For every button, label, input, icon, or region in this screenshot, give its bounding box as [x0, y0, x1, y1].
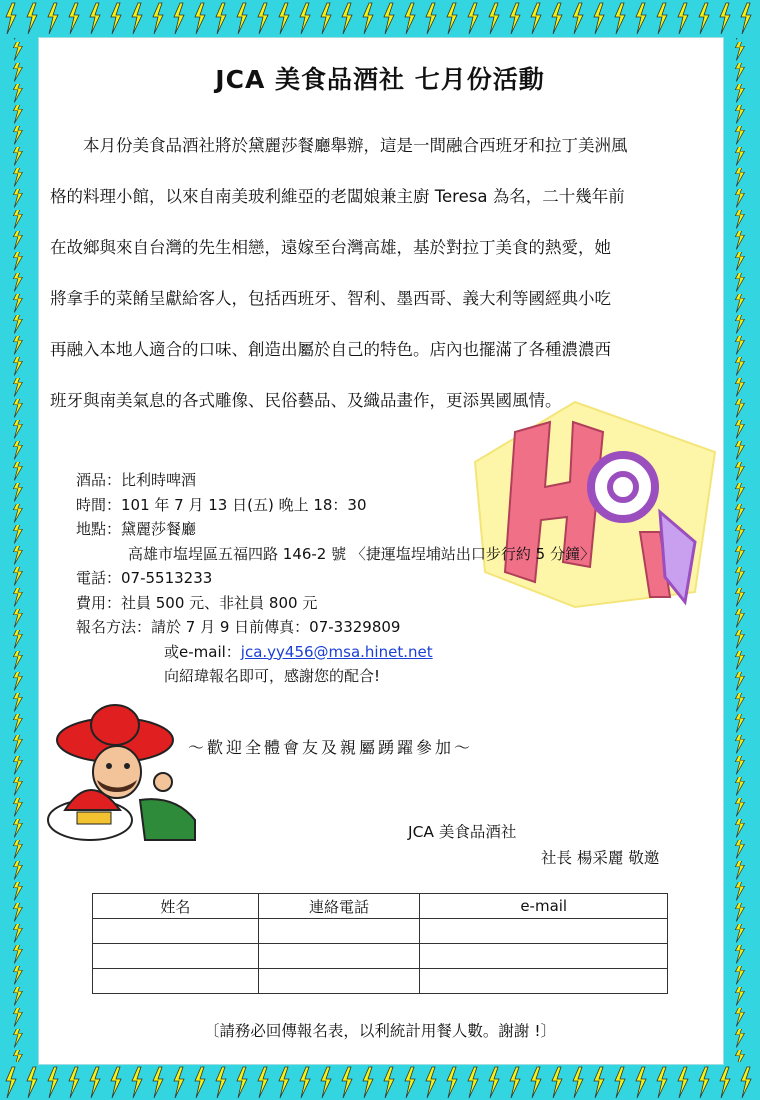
paragraph-line: 格的料理小館，以來自南美玻利維亞的老闆娘兼主廚 Teresa 為名，二十幾年前 — [50, 187, 625, 206]
email-link[interactable]: jca.yy456@msa.hinet.net — [240, 642, 433, 661]
table-row — [93, 919, 668, 944]
table-row — [93, 969, 668, 994]
time-line: 時間：101 年 7 月 13 日(五) 晚上 18：30 — [76, 495, 367, 514]
fee-line: 費用：社員 500 元、非社員 800 元 — [76, 593, 318, 612]
phone-cell[interactable] — [258, 969, 420, 994]
signup-line: 報名方法：請於 7 月 9 日前傳真：07-3329809 — [76, 618, 401, 636]
email-cell[interactable] — [420, 969, 668, 994]
phone-cell[interactable] — [258, 919, 420, 944]
chef-clipart — [45, 700, 205, 850]
place-line: 地點：黛麗莎餐廳 — [76, 520, 197, 538]
email-prefix: 或e-mail： — [164, 642, 241, 661]
phone-cell[interactable] — [258, 944, 420, 969]
header-email: e-mail — [420, 894, 668, 919]
paragraph-line: 將拿手的菜餚呈獻給客人，包括西班牙、智利、墨西哥、義大利等國經典小吃 — [50, 289, 611, 308]
signup-note: 向紹瑋報名即可，感謝您的配合! — [164, 667, 381, 685]
wine-line: 酒品：比利時啤酒 — [76, 471, 197, 489]
paragraph-line: 再融入本地人適合的口味、創造出屬於自己的特色。店內也擺滿了各種濃濃西 — [50, 340, 611, 359]
paragraph-line: 本月份美食品酒社將於黛麗莎餐廳舉辦，這是一間融合西班牙和拉丁美洲風 — [50, 136, 628, 155]
welcome-message: ～歡迎全體會友及親屬踴躍參加～ — [188, 738, 474, 757]
address-line: 高雄市塩埕區五福四路 146-2 號 〈捷運塩埕埔站出口步行約 5 分鐘〉 — [128, 544, 595, 563]
table-header-row — [93, 894, 668, 919]
email-cell[interactable] — [420, 944, 668, 969]
paragraph-line: 班牙與南美氣息的各式雕像、民俗藝品、及織品畫作，更添異國風情。 — [50, 391, 562, 410]
signup-form-table — [92, 893, 668, 994]
header-name: 姓名 — [93, 894, 259, 919]
organization-name: JCA 美食品酒社 — [408, 823, 517, 841]
email-line — [76, 640, 595, 665]
page-title: JCA 美食品酒社 七月份活動 — [215, 65, 545, 94]
name-cell[interactable] — [93, 919, 259, 944]
email-cell[interactable] — [420, 919, 668, 944]
signature: 社長 楊采麗 敬邀 — [541, 849, 660, 867]
name-cell[interactable] — [93, 969, 259, 994]
name-cell[interactable] — [93, 944, 259, 969]
paragraph-line: 在故鄉與來自台灣的先生相戀，遠嫁至台灣高雄，基於對拉丁美食的熱愛，她 — [50, 238, 611, 257]
intro-paragraph — [50, 128, 715, 434]
footer-note: 〔請務必回傳報名表，以利統計用餐人數。謝謝 !〕 — [203, 1022, 557, 1040]
phone-line: 電話：07-5513233 — [76, 569, 213, 587]
table-row — [93, 944, 668, 969]
event-info — [76, 468, 595, 689]
header-phone: 連絡電話 — [258, 894, 420, 919]
